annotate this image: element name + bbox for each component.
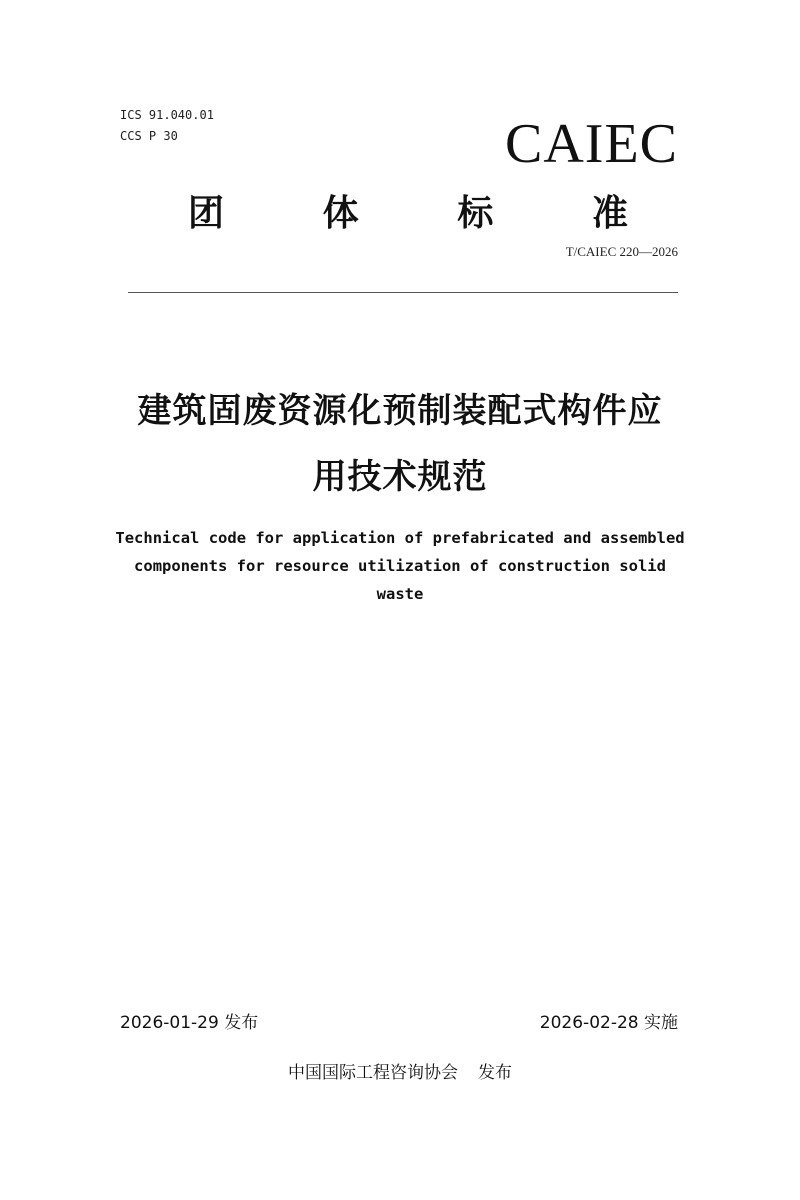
brand-logo-text: CAIEC bbox=[505, 113, 678, 175]
ccs-code: CCS P 30 bbox=[120, 129, 178, 143]
document-type-heading bbox=[188, 192, 628, 236]
title-english-line-2: components for resource utilization of construction solid bbox=[134, 557, 666, 575]
title-chinese-line-1: 建筑固废资源化预制装配式构件应 bbox=[137, 391, 663, 431]
doc-type-char-1: 团 bbox=[188, 193, 225, 234]
implementation-date: 2026-02-28 实施 bbox=[539, 1013, 678, 1033]
doc-type-char-2: 体 bbox=[322, 193, 359, 234]
doc-type-char-4: 准 bbox=[591, 193, 628, 234]
title-chinese-line-2: 用技术规范 bbox=[312, 457, 488, 497]
publisher-action: 发布 bbox=[478, 1063, 512, 1083]
issue-date: 2026-01-29 发布 bbox=[120, 1013, 259, 1033]
title-english-line-3: waste bbox=[376, 585, 424, 603]
title-english-line-1: Technical code for application of prefabricated and assembled bbox=[115, 529, 685, 547]
doc-type-char-3: 标 bbox=[457, 193, 494, 234]
publisher-name: 中国国际工程咨询协会 bbox=[288, 1063, 458, 1083]
standard-number: T/CAIEC 220—2026 bbox=[565, 244, 678, 259]
publisher-line bbox=[0, 1062, 800, 1084]
header-divider bbox=[128, 292, 678, 293]
ics-code: ICS 91.040.01 bbox=[120, 108, 214, 122]
